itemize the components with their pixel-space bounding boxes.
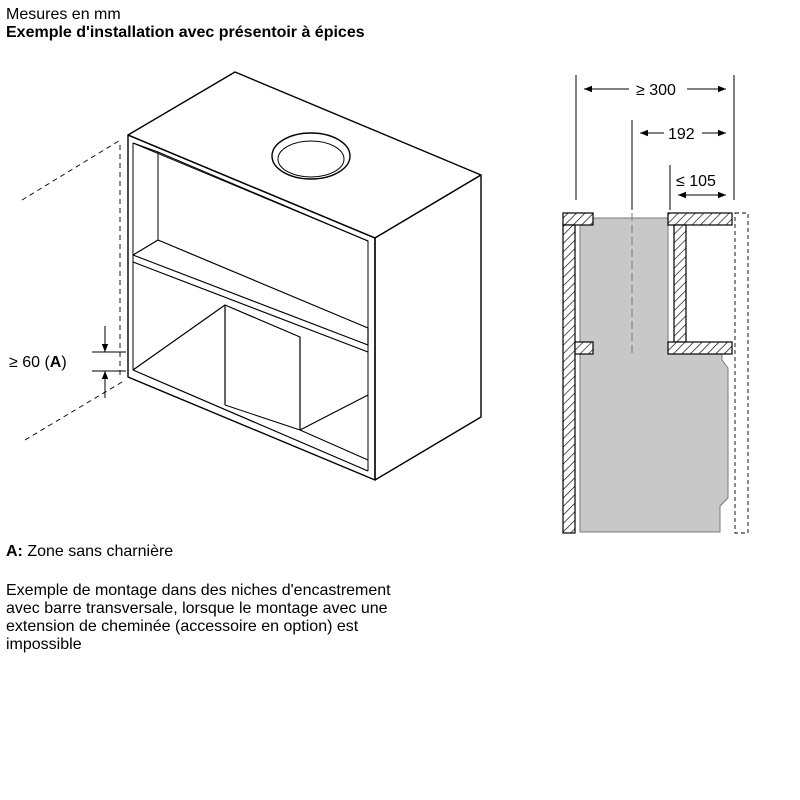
spice-rack: [668, 213, 732, 354]
hood-body: [580, 218, 728, 532]
legend-text: Zone sans charnière: [27, 543, 174, 560]
legend: [6, 543, 173, 561]
cabinet-isometric: [128, 72, 481, 480]
wall-guides: [22, 139, 122, 440]
center-offset-label: 192: [668, 126, 695, 143]
hinge-gap-label: ≥ 60 (A): [9, 354, 67, 371]
units-label: Mesures en mm: [6, 6, 121, 23]
installation-note: Exemple de montage dans des niches d'encastrement avec barre transversale, lorsque le montage avec une extension de cheminée (accessoire en option) est impossible: [6, 582, 391, 653]
total-depth-label: ≥ 300: [636, 82, 676, 99]
rack-depth-label: ≤ 105: [676, 173, 716, 190]
cabinet-edge-outline: [735, 213, 748, 533]
section-view: [563, 213, 748, 533]
chimney-cutout: [272, 133, 350, 179]
page-title: Exemple d'installation avec présentoir à épices: [6, 24, 365, 41]
legend-key: A:: [6, 543, 23, 560]
upper-shelf: [133, 240, 368, 345]
hinge-gap-dimension: [92, 326, 126, 398]
lower-divider-right: [225, 305, 300, 430]
